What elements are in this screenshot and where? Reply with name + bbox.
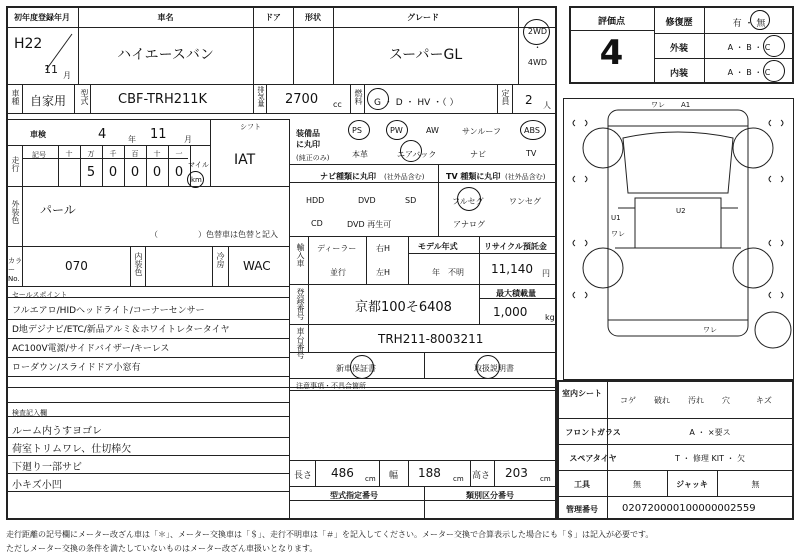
- sales-point-line: AC100V電源/サイドバイザー/キーレス: [12, 344, 170, 354]
- line: [6, 297, 289, 298]
- repair-none-circle: [750, 10, 770, 30]
- divider: [479, 298, 557, 299]
- control-value: 020720000100000002559: [622, 503, 756, 514]
- fullseg-circle: [457, 187, 481, 211]
- recycle-value: 11,140: [491, 262, 533, 276]
- height-value: 203: [505, 466, 528, 480]
- divider: [438, 164, 439, 236]
- line: [6, 437, 289, 438]
- divider: [6, 402, 289, 403]
- inspection-month-unit: 月: [184, 135, 192, 144]
- recycle-label: リサイクル預託金: [484, 242, 547, 251]
- car-name-label: 車名: [157, 13, 174, 22]
- divider: [289, 236, 557, 237]
- line: [6, 376, 289, 377]
- equipment-item: エアバック: [397, 150, 437, 159]
- divider: [379, 460, 380, 486]
- equipment-item: PW: [390, 126, 403, 135]
- divider: [607, 380, 608, 520]
- interior-color-label: 内装色: [134, 252, 143, 276]
- import-left: 左H: [376, 268, 391, 277]
- color-value: パール: [40, 203, 76, 217]
- jack-label: ジャッキ: [676, 480, 708, 489]
- inspection-year: 4: [98, 127, 107, 142]
- pw-circle: [386, 120, 408, 140]
- car-diagram: [563, 98, 794, 380]
- import-right: 右H: [376, 244, 391, 253]
- divider: [90, 84, 91, 114]
- mark-u1: U1: [611, 214, 621, 222]
- seat-item: コゲ: [620, 396, 636, 405]
- ac-value: WAC: [243, 259, 271, 273]
- import-dealer: ディーラー: [317, 244, 357, 253]
- divider: [408, 253, 557, 254]
- ac-label: 冷房: [216, 252, 225, 268]
- seat-item: 穴: [722, 396, 730, 405]
- tv-item-analog: アナログ: [453, 220, 485, 229]
- tv-label: TV 種類に丸印: [446, 172, 501, 181]
- mile-label: マイル: [188, 161, 209, 169]
- recycle-unit: 円: [542, 269, 550, 278]
- nav-item-hdd: HDD: [306, 196, 325, 205]
- control-label: 管理番号: [566, 505, 598, 514]
- car-name-value: ハイエースバン: [117, 47, 214, 63]
- divider: [212, 246, 213, 286]
- displacement-label: 排気量: [257, 86, 265, 107]
- color-no-label: カラーNo.: [8, 257, 22, 283]
- inspector-line: 小キズ小凹: [12, 480, 62, 491]
- width-unit: cm: [453, 475, 464, 483]
- divider: [364, 84, 365, 114]
- seat-item: キズ: [756, 396, 772, 405]
- fuel-options: G ・ D ・ HV ・（ ）: [374, 98, 459, 108]
- divider: [6, 186, 289, 187]
- mileage-label: 走行: [11, 156, 20, 172]
- tv-item-full: フルセグ: [452, 197, 484, 206]
- divider: [470, 460, 471, 486]
- fuel-label: 燃料: [354, 89, 363, 105]
- exterior-label: 外装: [669, 44, 688, 54]
- chassis-label: 車台番号: [296, 327, 305, 359]
- divider: [479, 236, 480, 284]
- model-year-value: 年 不明: [432, 268, 464, 277]
- divider: [408, 460, 409, 486]
- mark-a1: A1: [681, 101, 691, 109]
- capacity-label: 定員: [501, 89, 510, 105]
- capacity-value: 2: [525, 93, 533, 107]
- divider: [557, 418, 794, 419]
- score-value: 4: [599, 33, 624, 73]
- divider: [22, 246, 23, 286]
- interior-c-circle: [763, 60, 785, 82]
- inspector-line: ルーム内うすヨゴレ: [12, 426, 102, 437]
- divider: [289, 352, 557, 353]
- divider: [654, 58, 794, 59]
- divider: [22, 186, 23, 246]
- inspection-year-unit: 年: [128, 135, 136, 144]
- length-unit: cm: [365, 475, 376, 483]
- warranty-book: 新車保証書: [336, 364, 376, 373]
- score-label: 評価点: [597, 17, 625, 27]
- digit-place-label: 万: [87, 150, 95, 158]
- height-unit: cm: [540, 475, 551, 483]
- chassis-value: TRH211-8003211: [378, 332, 484, 346]
- shift-value: IAT: [234, 152, 256, 168]
- seat-label: 室内シート: [562, 389, 602, 398]
- mark-crack-rear: ワレ: [703, 326, 717, 334]
- divider: [228, 246, 229, 286]
- reg-era: H22: [14, 36, 43, 52]
- divider: [6, 246, 289, 247]
- footer-line2: ただしメーター交換の条件を満たしていないものはメーター改ざん車扱いとなります。: [6, 544, 318, 553]
- reg-month-unit: 月: [63, 71, 71, 80]
- designation-label: 型式指定番号: [330, 491, 378, 500]
- divider: [408, 236, 409, 284]
- divider: [6, 286, 289, 287]
- sales-point-line: D地デジナビ/ETC/新品アルミ＆ホワイトレタータイヤ: [12, 325, 230, 335]
- manual-circle: [476, 355, 500, 379]
- tools-value: 無: [633, 480, 641, 489]
- max-load-label: 最大積載量: [496, 289, 536, 298]
- divider: [557, 444, 794, 445]
- nav-note: (社外品含む): [384, 173, 425, 181]
- divider: [289, 182, 557, 183]
- divider: [512, 84, 513, 114]
- mileage-digit: 0: [174, 165, 184, 180]
- divider: [74, 84, 75, 114]
- divider: [289, 164, 557, 165]
- digit-place-label: 十: [153, 150, 161, 158]
- spare-label: スペアタイヤ: [569, 454, 617, 463]
- equipment-item: 本革: [352, 150, 368, 159]
- mileage-digit: 0: [108, 165, 118, 180]
- mileage-digit: 0: [130, 165, 140, 180]
- drive-4wd: 4WD: [527, 58, 548, 67]
- digit-place-label: 千: [109, 150, 117, 158]
- divider: [654, 33, 794, 34]
- line: [6, 455, 289, 456]
- line: [6, 319, 289, 320]
- tools-label: 工具: [574, 480, 590, 489]
- divider: [293, 6, 294, 84]
- divider: [479, 284, 480, 324]
- sales-points-label: セールスポイント: [12, 291, 68, 299]
- reg-year-label: 初年度登録年月: [14, 13, 70, 22]
- divider: [289, 460, 557, 461]
- model-label: 型式: [80, 89, 89, 105]
- divider: [6, 119, 289, 120]
- line: [6, 338, 289, 339]
- exterior-c-circle: [763, 35, 785, 57]
- divider: [424, 486, 425, 520]
- color-no-value: 070: [65, 259, 88, 273]
- divider: [289, 324, 557, 325]
- divider: [497, 84, 498, 114]
- digit-place-label: 十: [65, 150, 73, 158]
- height-label: 高さ: [472, 471, 491, 481]
- divider: [557, 496, 794, 497]
- shape-label: 形状: [305, 13, 321, 22]
- length-label: 長さ: [294, 471, 313, 481]
- color-note: （ ）色替車は色替と記入: [150, 230, 278, 239]
- line: [6, 473, 289, 474]
- nav-item-dvd: DVD: [358, 196, 376, 205]
- exterior-options: A ・ B ・ C: [727, 43, 771, 52]
- divider: [6, 387, 557, 388]
- door-label: ドア: [265, 13, 281, 22]
- nav-item-cd: CD: [311, 219, 323, 228]
- inspector-line: 下廻り一部サビ: [12, 462, 82, 473]
- equipment-item: AW: [426, 126, 439, 135]
- inspector-label: 検査記入欄: [12, 409, 47, 417]
- shift-label: シフト: [240, 123, 261, 131]
- cc-unit: cc: [333, 100, 342, 109]
- width-label: 幅: [389, 471, 399, 481]
- category-label: 車種: [11, 89, 20, 105]
- divider: [130, 246, 131, 286]
- glass-value: A ・ ×要ス: [689, 428, 731, 437]
- equipment-item: サンルーフ: [462, 127, 501, 136]
- warranty-circle: [350, 355, 374, 379]
- tv-note: (社外品含む): [505, 173, 546, 181]
- airbag-circle: [400, 140, 422, 162]
- registration-label: 登録番号: [296, 288, 305, 320]
- divider: [366, 236, 367, 284]
- divider: [315, 460, 316, 486]
- repair-label: 修復歴: [665, 18, 693, 28]
- divider: [308, 236, 309, 284]
- category-value: 自家用: [30, 94, 67, 108]
- seat-item: 汚れ: [688, 396, 704, 405]
- divider: [22, 84, 23, 114]
- divider: [289, 390, 557, 391]
- divider: [289, 486, 557, 487]
- interior-label: 内装: [669, 69, 688, 79]
- equipment-item: ABS: [524, 126, 540, 135]
- manual-book: 取扱説明書: [474, 364, 514, 373]
- capacity-unit: 人: [543, 101, 551, 110]
- digit-place-label: 百: [131, 150, 139, 158]
- divider: [569, 30, 654, 31]
- sales-point-line: フルエアロ/HIDヘッドライト/コーナーセンサー: [12, 306, 205, 316]
- mark-u2: U2: [676, 207, 686, 215]
- registration-value: 京都100そ6408: [355, 300, 452, 315]
- category-number-label: 類別区分番号: [466, 491, 514, 500]
- divider: [494, 460, 495, 486]
- equipment-item: ナビ: [470, 150, 486, 159]
- divider: [350, 84, 351, 114]
- divider: [289, 119, 290, 387]
- mark-crack-front: ワレ: [651, 101, 665, 109]
- equipment-item: TV: [526, 149, 537, 158]
- divider: [6, 145, 210, 146]
- import-label: 輸入車: [296, 243, 305, 267]
- displacement-value: 2700: [285, 92, 319, 107]
- divider: [145, 246, 146, 286]
- jack-value: 無: [751, 480, 760, 489]
- divider: [266, 84, 267, 114]
- inspection-month: 11: [150, 127, 167, 142]
- abs-circle: [520, 120, 546, 140]
- digit-place-label: 一: [175, 150, 183, 158]
- ps-circle: [348, 120, 370, 140]
- interior-options: A ・ B ・ C: [727, 68, 771, 77]
- divider: [289, 378, 557, 379]
- divider: [308, 284, 309, 324]
- nav-label: ナビ種類に丸印: [320, 172, 376, 181]
- length-value: 486: [331, 466, 354, 480]
- line: [6, 416, 289, 417]
- line: [6, 491, 289, 492]
- glass-label: フロントガラス: [565, 428, 621, 437]
- mileage-digit: 5: [86, 165, 96, 180]
- nav-item-dvd-play: DVD 再生可: [347, 220, 392, 229]
- inspector-line: 荷室トリムワレ、仕切棒欠: [12, 444, 132, 455]
- grade-label: グレード: [407, 13, 439, 22]
- max-load-unit: kg: [545, 313, 555, 322]
- inspection-label: 車検: [30, 130, 46, 139]
- fuel-g-circle: [367, 88, 389, 110]
- line: [6, 357, 289, 358]
- import-parallel: 並行: [330, 268, 346, 277]
- divider: [253, 6, 254, 84]
- grade-value: スーパーGL: [388, 47, 463, 63]
- color-label: 外装色: [11, 200, 20, 224]
- nav-item-sd: SD: [405, 196, 417, 205]
- divider: [424, 352, 425, 378]
- notes-label: 注意事項・不具合箇所: [296, 382, 366, 390]
- divider: [210, 119, 211, 186]
- drive-dot: ・: [533, 43, 542, 52]
- divider: [289, 500, 557, 501]
- drive-2wd: 2WD: [527, 27, 548, 36]
- divider: [253, 84, 254, 114]
- digit-header-line: [22, 158, 188, 159]
- km-label: km: [191, 176, 202, 184]
- mark-crack-side: ワレ: [611, 230, 625, 238]
- equipment-sublabel: (純正のみ): [296, 154, 330, 162]
- repair-options: 有 ・ 無: [732, 19, 766, 29]
- reg-month: 11: [44, 63, 58, 76]
- divider: [557, 470, 794, 471]
- model-value: CBF-TRH211K: [118, 92, 208, 107]
- footer-line1: 走行距離の記号欄にメーター改ざん車は「＊」、メーター交換車は「＄」、走行不明車は「＃」を記入してください。メーター交換で合算表示した場合にも「＄」は記入が必要です。: [6, 530, 654, 539]
- mileage-sign-label: 記号: [32, 151, 46, 159]
- equipment-item: PS: [352, 126, 362, 135]
- divider: [22, 145, 23, 186]
- model-year-label: モデル年式: [418, 242, 458, 251]
- max-load-value: 1,000: [493, 305, 528, 319]
- width-value: 188: [418, 466, 441, 480]
- divider: [289, 284, 557, 285]
- mileage-digit: 0: [152, 165, 162, 180]
- equipment-label: 装備品に丸印: [296, 129, 320, 149]
- divider: [308, 324, 309, 352]
- seat-item: 破れ: [654, 396, 670, 405]
- tv-item-one: ワンセグ: [509, 197, 541, 206]
- sales-point-line: ローダウン/スライドドア小窓有: [12, 363, 141, 373]
- spare-value: T ・ 修理 KIT ・ 欠: [674, 454, 746, 463]
